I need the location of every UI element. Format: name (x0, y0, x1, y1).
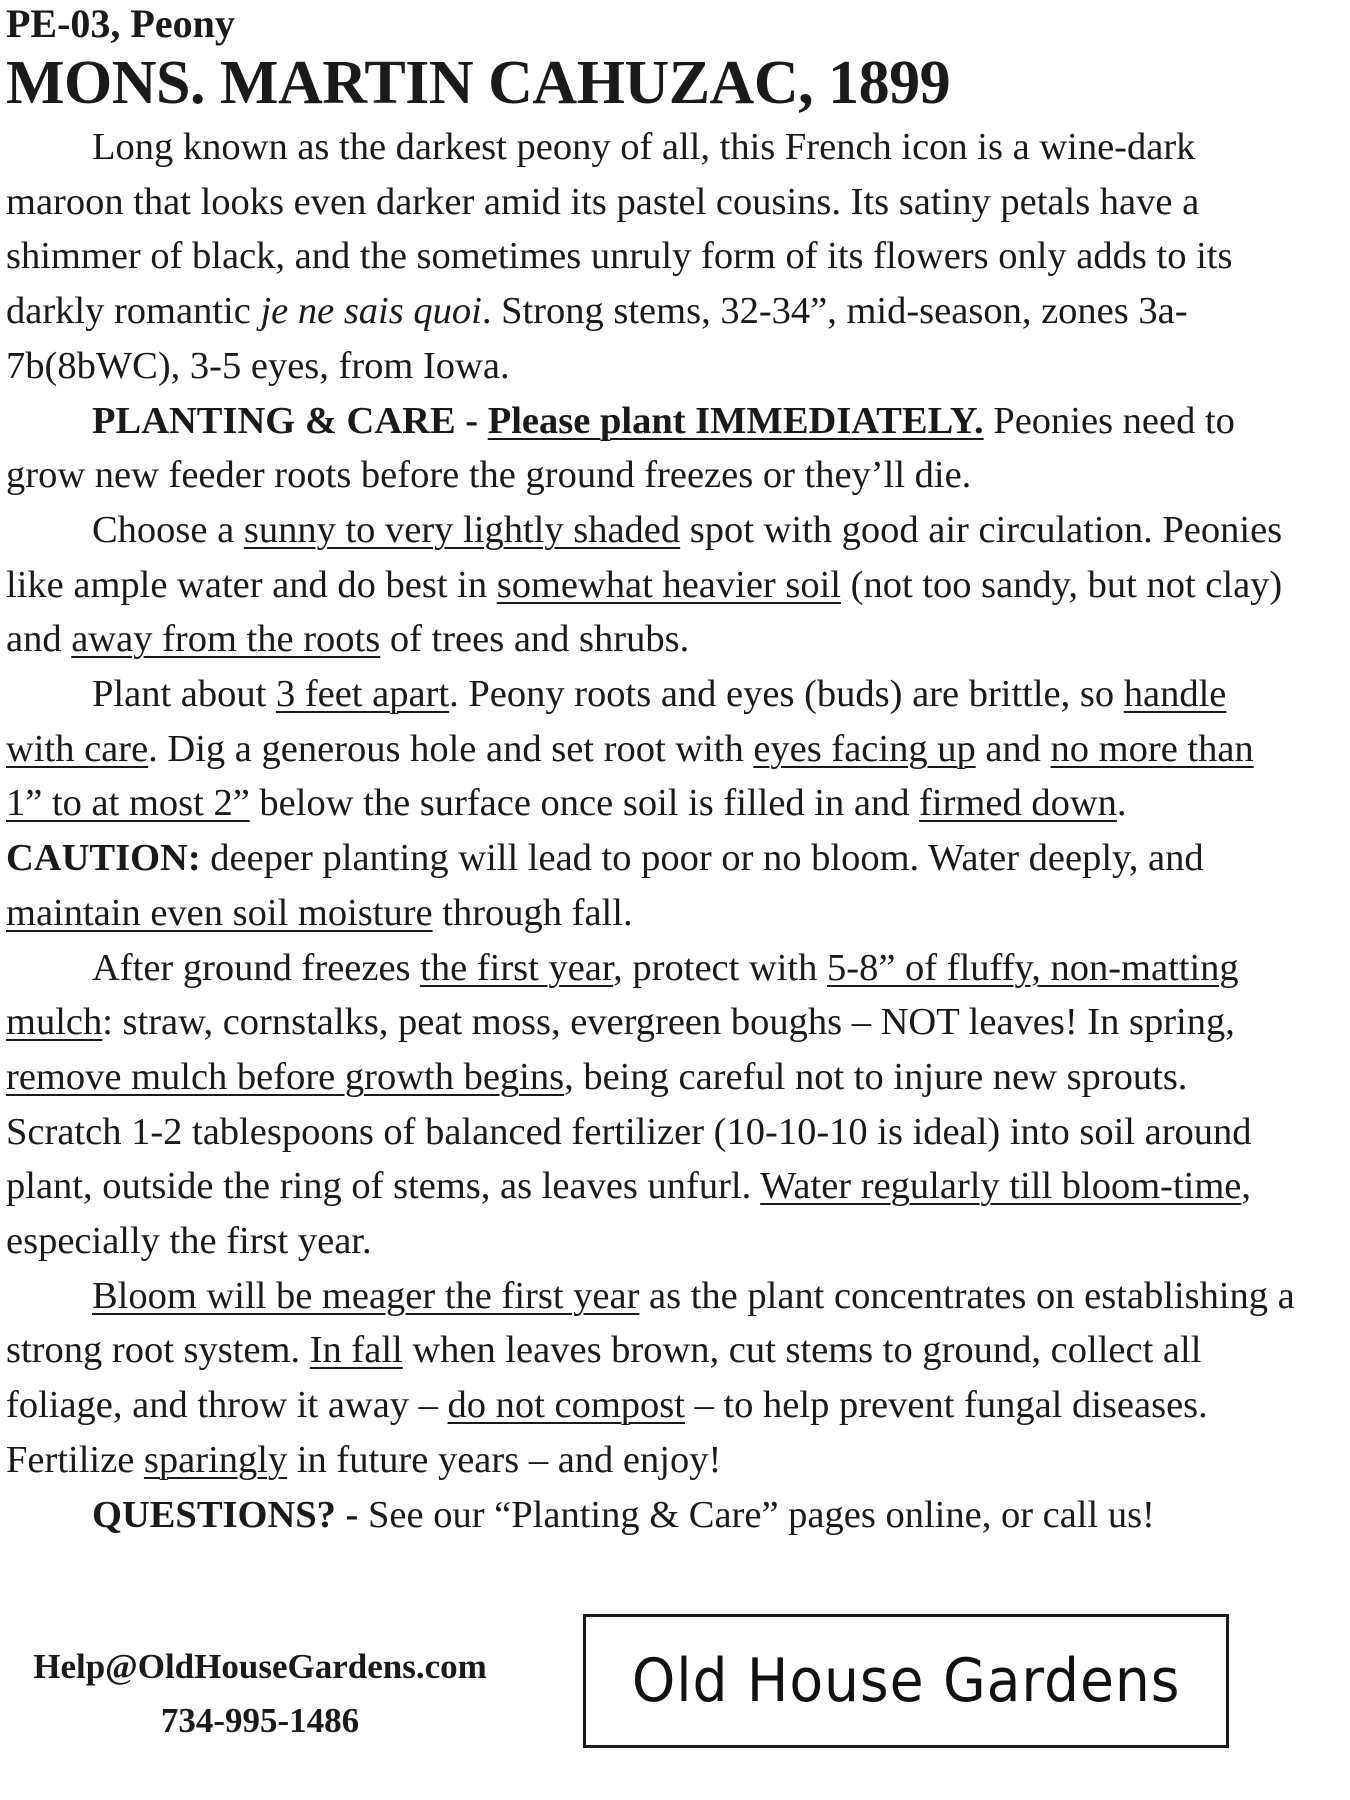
questions-paragraph: QUESTIONS? - See our “Planting & Care” pages online, or call us! (92, 1493, 1155, 1536)
logo-box (583, 1614, 1229, 1748)
brand-logo: Old House Gardens (631, 1646, 1181, 1716)
description-paragraph: Long known as the darkest peony of all, this French icon is a wine-dark maroon that looks even darker amid its pastel cousins. Its satiny petals have a shimmer of black, and the sometimes unruly form of its flowers only adds to its darkly romantic je ne sais quoi. Strong stems, 32-34”, mid-season, zones 3a-7b(8bWC), 3-5 eyes, from Iowa. (6, 126, 1233, 387)
body-text (6, 120, 1296, 1542)
phone-number: 734-995-1486 (160, 1701, 360, 1740)
contact-block (10, 1640, 510, 1748)
bloom-paragraph: Bloom will be meager the first year as the plant concentrates on establishing a strong root system. In fall when leaves brown, cut stems to ground, collect all foliage, and throw it away – do not compost – to help prevent fungal diseases. Fertilize sparingly in future years – and enjoy! (6, 1274, 1295, 1481)
caution-label: CAUTION: (6, 837, 201, 880)
email-link[interactable]: Help@OldHouseGardens.com (33, 1647, 487, 1686)
site-paragraph: Choose a sunny to very lightly shaded spot with good air circulation. Peonies like ample water and do best in somewhat heavier soil (not too sandy, but not clay) and away from the roots of trees and shrubs. (6, 508, 1283, 661)
product-code: PE-03, Peony (6, 1, 235, 46)
care-sheet (6, 0, 1296, 1542)
planting-heading: PLANTING & CARE (92, 399, 456, 442)
urgent-note: Please plant IMMEDIATELY. (487, 399, 984, 442)
planting-paragraph: PLANTING & CARE - Please plant IMMEDIATELY. Peonies need to grow new feeder roots before the ground freezes or they’ll die. (6, 399, 1235, 497)
winter-paragraph: After ground freezes the first year, protect with 5-8” of fluffy, non-matting mulch: straw, cornstalks, peat moss, evergreen boughs – NOT leaves! In spring, remove mulch before growth begins, being careful not to injure new sprouts. Scratch 1-2 tablespoons of balanced fertilizer (10-10-10 is ideal) into soil around plant, outside the ring of stems, as leaves unfurl. Water regularly till bloom-time, especially the first year. (6, 946, 1252, 1263)
plant-paragraph: Plant about 3 feet apart. Peony roots and eyes (buds) are brittle, so handle with care. Dig a generous hole and set root with eyes facing up and no more than 1” to at most 2” below the surface once soil is filled in and firmed down. CAUTION: deeper planting will lead to poor or no bloom. Water deeply, and maintain even soil moisture through fall. (6, 673, 1254, 934)
italic-phrase: je ne sais quoi (260, 290, 482, 333)
variety-title: MONS. MARTIN CAHUZAC, 1899 (6, 49, 951, 117)
questions-label: QUESTIONS? - (92, 1493, 359, 1536)
